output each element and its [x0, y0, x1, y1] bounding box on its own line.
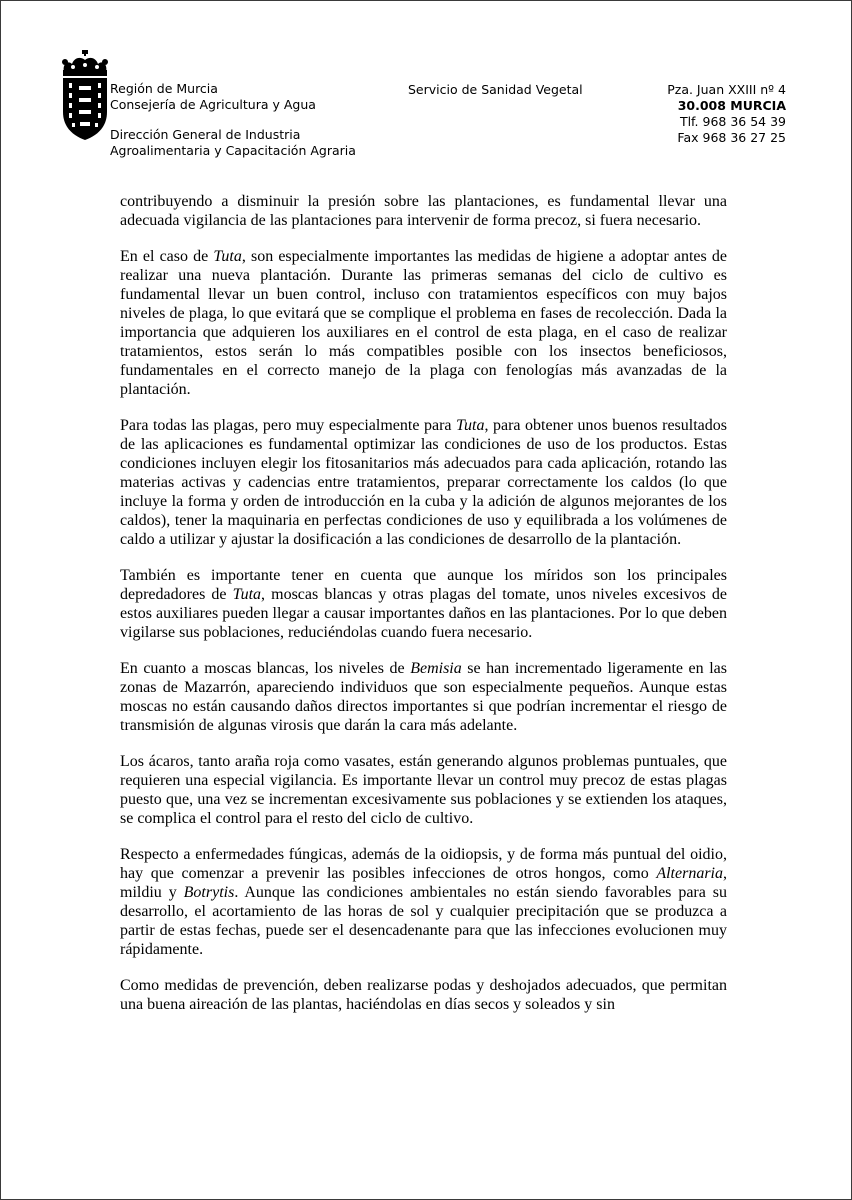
p7-text-b: , mildiu y [120, 865, 727, 901]
phone-number: Tlf. 968 36 54 39 [679, 114, 786, 129]
department-block [110, 127, 356, 159]
p3-species: Tuta [456, 417, 485, 434]
p4-text-a: También es importante tener en cuenta que aunque los míridos son los principales depredadores de [120, 567, 727, 603]
p7-species-2: Botrytis [183, 884, 235, 901]
p4-species: Tuta [232, 586, 262, 603]
address-city: 30.008 MURCIA [677, 98, 786, 113]
service-name: Servicio de Sanidad Vegetal [408, 82, 583, 97]
p7-species-1: Alternaria [656, 865, 723, 882]
p4-text-b: , moscas blancas y otras plagas del tomate, unos niveles excesivos de estos auxiliares pueden llegar a causar importantes daños en las plantaciones. Por lo que deben vigilarse sus poblaciones, reduciéndolas cuando fuera necesario. [120, 586, 728, 641]
council-name: Consejería de Agricultura y Agua [110, 97, 316, 112]
paragraph-mirids [120, 566, 727, 642]
p3-text-a: Para todas las plagas, pero muy especialmente para [120, 417, 457, 434]
region-coat-of-arms-logo [60, 50, 110, 142]
p3-text-b: , para obtener unos buenos resultados de las aplicaciones es fundamental optimizar las condiciones de uso de los productos. Estas condiciones incluyen elegir los fitosanitarios más adecuados para cada aplicación, rotando las materias activas y cadencias entre tratamientos, preparar correctamente los caldos (lo que incluye la forma y orden de introducción en la cuba y la adición de algunos mejorantes de los caldos), tener la maquinaria en perfectas condiciones de uso y equilibrada a los volúmenes de caldo a utilizar y ajustar la dosificación a las condiciones de desarrollo de la plantación. [120, 417, 728, 548]
p5-text-a: En cuanto a moscas blancas, los niveles de [120, 660, 411, 677]
p2-text-b: , son especialmente importantes las medidas de higiene a adoptar antes de realizar una nueva plantación. Durante las primeras semanas del ciclo de cultivo es fundamental llevar un buen control, incluso con tratamientos específicos con muy bajos niveles de plaga, lo que evitará que se complique el problema en fases de recolección. Dada la importancia que adquieren los auxiliares en el control de esta plaga, en el caso de realizar tratamientos, estos serán lo más compatibles posible con los insectos beneficiosos, fundamentales en el correcto manejo de la plaga con fenologías más avanzadas de la plantación. [120, 248, 727, 398]
department-line1: Dirección General de Industria [110, 127, 301, 142]
region-name: Región de Murcia [110, 81, 218, 96]
paragraph-fungal-diseases [120, 845, 727, 959]
p7-text-a: Respecto a enfermedades fúngicas, además de la oidiopsis, y de forma más puntual del oidio, hay que comenzar a prevenir las posibles infecciones de otros hongos, como [120, 846, 727, 882]
document-body [120, 192, 727, 1031]
p5-text-b: se han incrementado ligeramente en las zonas de Mazarrón, apareciendo individuos que son especialmente pequeños. Aunque estas moscas no están causando daños directos importantes si que podrían incrementar el riesgo de transmisión de algunas virosis que darán la cara más adelante. [120, 660, 727, 734]
paragraph-mites: Los ácaros, tanto araña roja como vasates, están generando algunos problemas puntuales, que requieren una especial vigilancia. Es importante llevar un control muy precoz de estas plagas puesto que, una vez se incrementan excesivamente sus poblaciones y se extienden los ataques, se complica el control para el resto del ciclo de cultivo. [120, 753, 727, 827]
p2-species: Tuta [213, 248, 242, 265]
paragraph-prevention: Como medidas de prevención, deben realizarse podas y deshojados adecuados, que permitan una buena aireación de las plantas, haciéndolas en días secos y soleados y sin [120, 977, 727, 1013]
paragraph-tuta-hygiene [120, 247, 727, 399]
paragraph-whiteflies [120, 659, 727, 735]
paragraph-vigilance: contribuyendo a disminuir la presión sobre las plantaciones, es fundamental llevar una adecuada vigilancia de las plantaciones para intervenir de forma precoz, si fuera necesario. [120, 193, 727, 229]
p5-species: Bemisia [410, 660, 462, 677]
paragraph-application-conditions [120, 416, 727, 549]
p2-text-a: En el caso de [120, 248, 214, 265]
organization-block [110, 81, 316, 113]
department-line2: Agroalimentaria y Capacitación Agraria [110, 143, 356, 158]
p7-text-c: . Aunque las condiciones ambientales no están siendo favorables para su desarrollo, el acortamiento de las horas de sol y cualquier precipitación que se produzca a partir de estas fechas, puede ser el desencadenante para que las infecciones evolucionen muy rápidamente. [120, 884, 728, 958]
address-block [667, 82, 786, 146]
address-street: Pza. Juan XXIII nº 4 [667, 82, 786, 97]
fax-number: Fax 968 36 27 25 [677, 130, 786, 145]
